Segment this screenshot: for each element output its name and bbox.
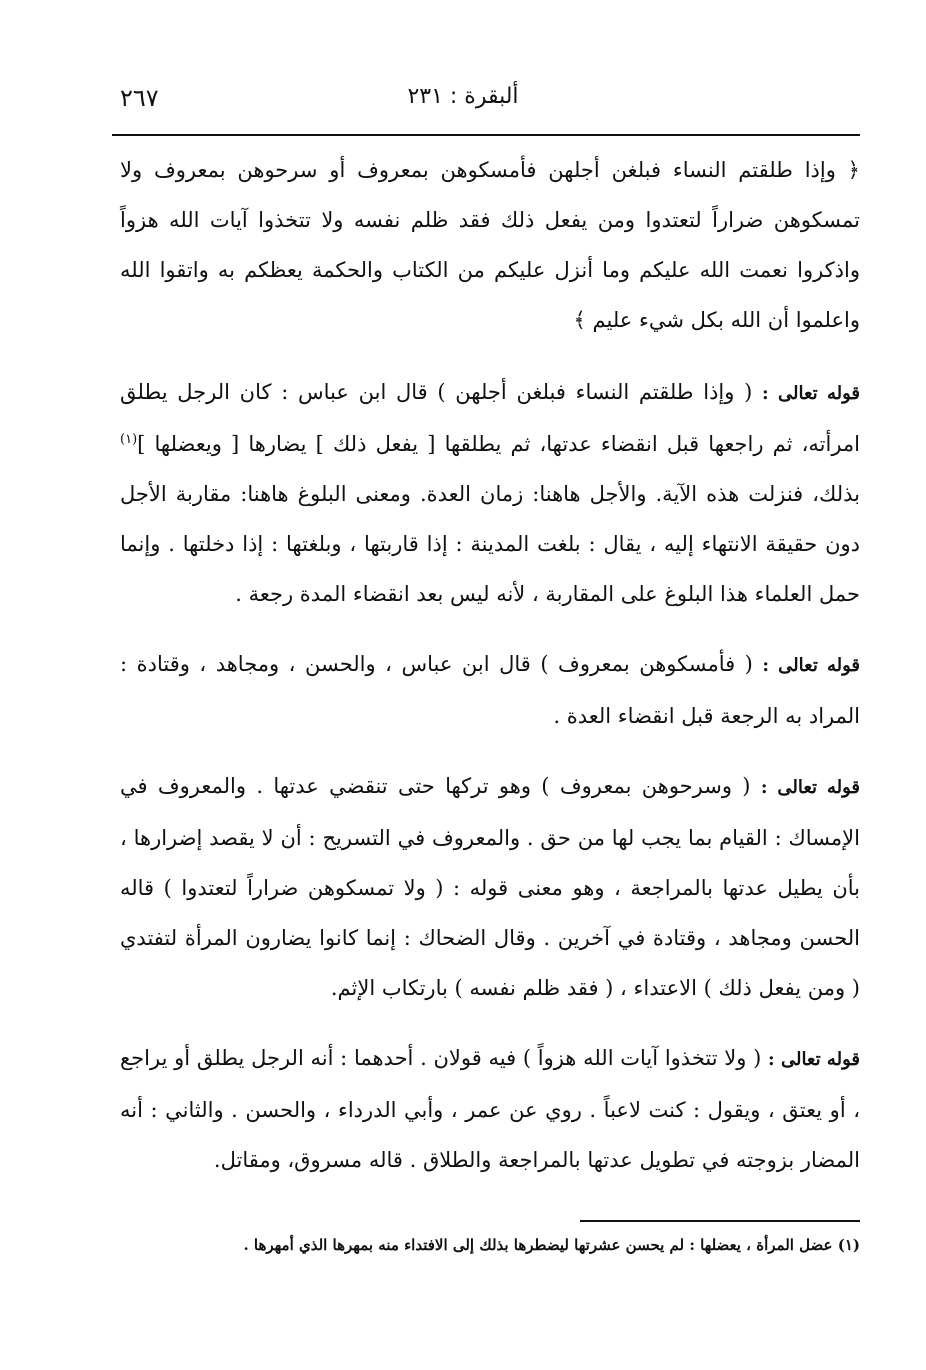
paragraph-text: ( وسرحوهن بمعروف ) وهو تركها حتى تنقضي عدتها . والمعروف في الإمساك : القيام بما يجب لها من حق . والمعروف في التسريح : أن لا يقصد إضرارها ، بأن يطيل عدتها بالمراجعة ، وهو معنى قوله : ( ولا تمسكوهن ضراراً لتعتدوا ) قاله الحسن ومجاهد ، وقتادة في آخرين . وقال الضحاك : إنما كانوا يضارون المرأة لتفتدي ( ومن يفعل ذلك ) الاعتداء ، ( فقد ظلم نفسه ) بارتكاب الإثم. (120, 774, 860, 1000)
footnote-rule (580, 1220, 860, 1222)
paragraph-lead: قوله تعالى : (762, 655, 860, 676)
page-number: ٢٦٧ (120, 84, 159, 112)
footnote: (١) عضل المرأة ، يعضلها : لم يحسن عشرتها ليضطرها بذلك إلى الافتداء منه بمهرها الذي أمهرها . (243, 1236, 860, 1254)
commentary-paragraph (120, 761, 860, 1013)
surah-reference: ألبقرة : ٢٣١ (407, 84, 519, 109)
header-rule (112, 134, 860, 136)
commentary-paragraph (120, 639, 860, 741)
page-body (120, 145, 860, 1205)
paragraph-text-continued: بذلك، فنزلت هذه الآية. والأجل هاهنا: زمان العدة. ومعنى البلوغ هاهنا: مقاربة الأجل دون حقيقة الانتهاء إليه ، يقال : بلغت المدينة : إذا قاربتها ، وبلغتها : إذا دخلتها . وإنما حمل العلماء هذا البلوغ على المقاربة ، لأنه ليس بعد انقضاء المدة رجعة . (120, 482, 860, 606)
running-header (120, 84, 806, 118)
paragraph-text: ( وإذا طلقتم النساء فبلغن أجلهن ) قال ابن عباس : كان الرجل يطلق امرأته، ثم راجعها قبل انقضاء عدتها، ثم يطلقها [ يفعل ذلك ] يضارها [ ويعضلها ] (120, 380, 860, 456)
paragraph-lead: قوله تعالى : (768, 1049, 860, 1070)
paragraph-text: ( ولا تتخذوا آيات الله هزواً ) فيه قولان . أحدهما : أنه الرجل يطلق أو يراجع ، أو يعتق ، ويقول : كنت لاعباً . روي عن عمر ، وأبي الدرداء ، والحسن . والثاني : أنه المضار بزوجته في تطويل عدتها بالمراجعة والطلاق . قاله مسروق، ومقاتل. (120, 1046, 860, 1172)
commentary-paragraph (120, 1033, 860, 1185)
commentary-paragraph (120, 367, 860, 619)
paragraph-lead: قوله تعالى : (760, 777, 860, 798)
paragraph-text: ( فأمسكوهن بمعروف ) قال ابن عباس ، والحسن ، ومجاهد ، وقتادة : المراد به الرجعة قبل انقضاء العدة . (120, 652, 860, 728)
paragraph-lead: قوله تعالى : (762, 383, 860, 404)
quran-verse: ﴿ وإذا طلقتم النساء فبلغن أجلهن فأمسكوهن بمعروف أو سرحوهن بمعروف ولا تمسكوهن ضراراً لتعتدوا ومن يفعل ذلك فقد ظلم نفسه ولا تتخذوا آيات الله هزواً واذكروا نعمت الله عليكم وما أنزل عليكم من الكتاب والحكمة يعظكم به واتقوا الله واعلموا أن الله بكل شيء عليم ﴾ (120, 158, 860, 332)
footnote-marker: (١) (120, 432, 138, 447)
